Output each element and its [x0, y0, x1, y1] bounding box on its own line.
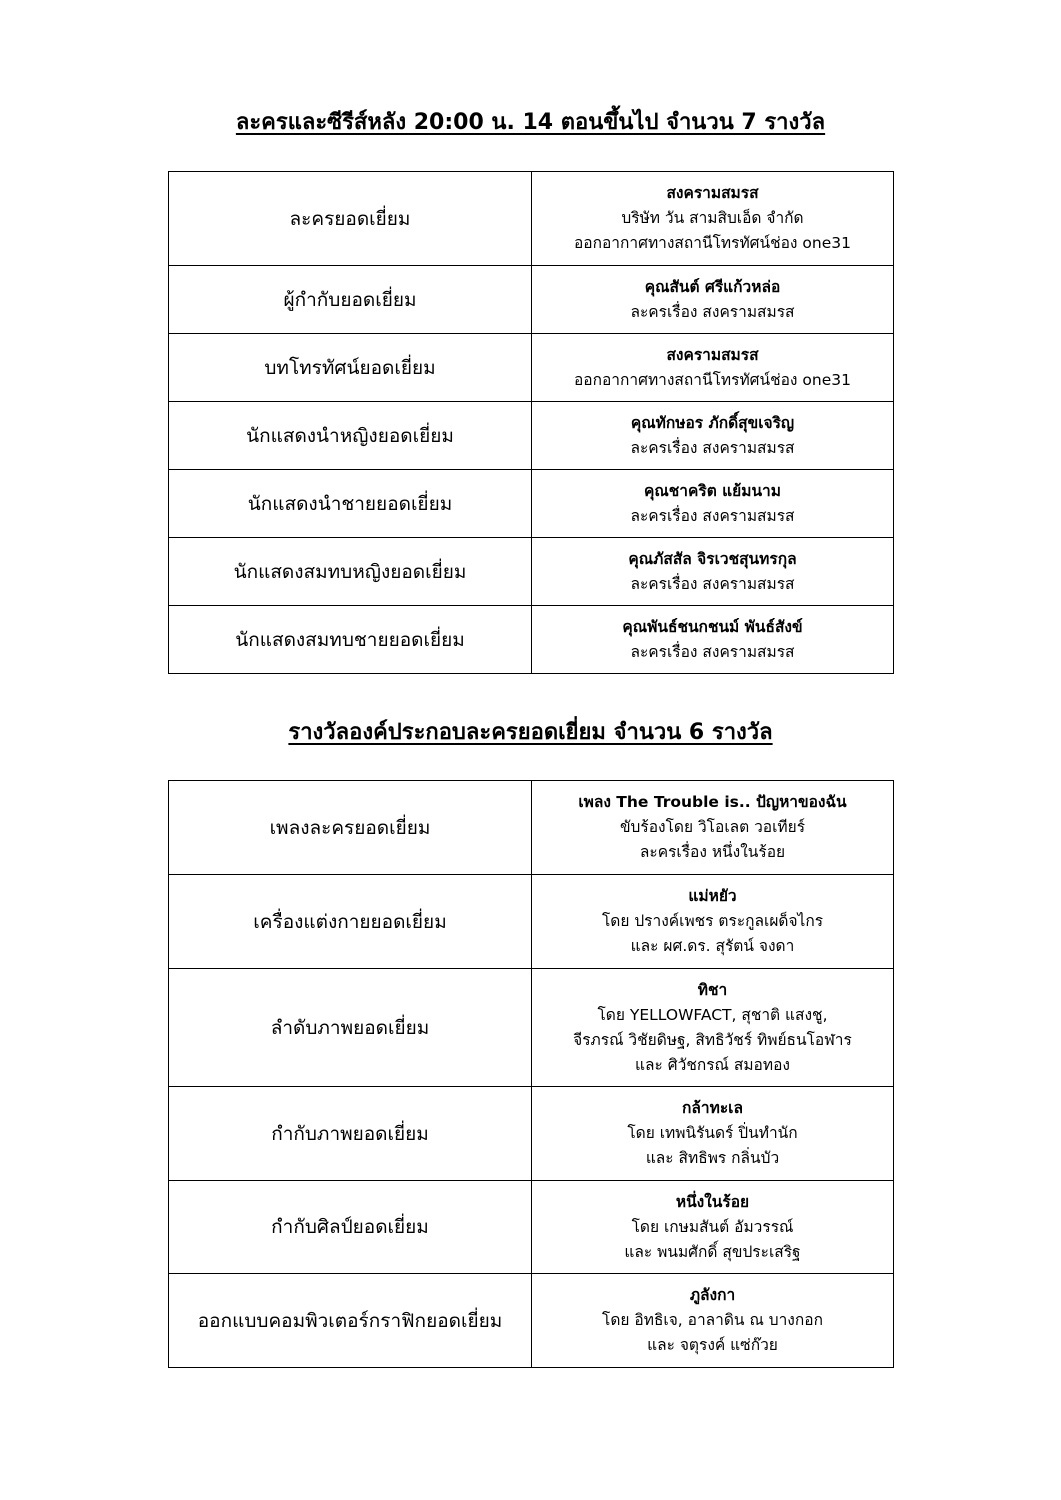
table-row	[169, 781, 894, 875]
table-row	[169, 470, 894, 538]
awards-table-components	[168, 780, 894, 1368]
award-category: นักแสดงนำชายยอดเยี่ยม	[169, 470, 532, 538]
winner-detail: ออกอากาศทางสถานีโทรทัศน์ช่อง one31	[574, 370, 851, 389]
award-category: บทโทรทัศน์ยอดเยี่ยม	[169, 334, 532, 402]
winner-detail: จีรภรณ์ วิชัยดิษฐ, สิทธิวัชร์ ทิพย์ธนโอฬาร	[573, 1030, 852, 1049]
winner-name: คุณสันต์ ศรีแก้วหล่อ	[644, 277, 781, 296]
table-row	[169, 1087, 894, 1181]
award-winner	[532, 1181, 894, 1274]
awards-table-drama	[168, 171, 894, 674]
award-category: นักแสดงสมทบหญิงยอดเยี่ยม	[169, 538, 532, 606]
award-winner	[532, 875, 894, 969]
table-row	[169, 1181, 894, 1274]
award-winner	[532, 266, 894, 334]
award-winner	[532, 781, 894, 875]
award-category: ผู้กำกับยอดเยี่ยม	[169, 266, 532, 334]
winner-detail: โดย เกษมสันต์ อัมวรรณ์	[631, 1217, 794, 1236]
winner-name: คุณชาคริต แย้มนาม	[644, 481, 781, 500]
table-row	[169, 606, 894, 674]
winner-detail: ออกอากาศทางสถานีโทรทัศน์ช่อง one31	[574, 234, 851, 252]
winner-name: เพลง The Trouble is.. ปัญหาของฉัน	[578, 793, 847, 811]
award-winner	[532, 1087, 894, 1181]
winner-name: คุณภัสสัล จิรเวชสุนทรกุล	[628, 549, 797, 568]
table-row	[169, 402, 894, 470]
award-category: เครื่องแต่งกายยอดเยี่ยม	[169, 875, 532, 969]
winner-detail: และ ศิวัชกรณ์ สมอทอง	[635, 1055, 790, 1074]
award-winner	[532, 1274, 894, 1368]
winner-detail: ขับร้องโดย วิโอเลต วอเทียร์	[619, 818, 806, 836]
table-row	[169, 538, 894, 606]
winner-detail: และ ผศ.ดร. สุรัตน์ จงดา	[630, 937, 795, 955]
winner-detail: และ สิทธิพร กลิ่นบัว	[645, 1149, 780, 1167]
winner-detail: และ จตุรงค์ แซ่ก๊วย	[647, 1336, 778, 1354]
award-winner	[532, 172, 894, 266]
winner-name: สงครามสมรส	[666, 345, 759, 364]
award-category: ละครยอดเยี่ยม	[169, 172, 532, 266]
table-row	[169, 1274, 894, 1368]
winner-name: หนึ่งในร้อย	[675, 1192, 750, 1211]
winner-detail: โดย YELLOWFACT, สุชาติ แสงชู,	[597, 1005, 828, 1024]
award-winner	[532, 402, 894, 470]
winner-name: ทิชา	[697, 980, 728, 999]
award-winner	[532, 606, 894, 674]
table-row	[169, 266, 894, 334]
winner-detail: ละครเรื่อง สงครามสมรส	[630, 642, 795, 661]
table-row	[169, 172, 894, 266]
section-title-drama: ละครและซีรีส์หลัง 20:00 น. 14 ตอนขึ้นไป จำนวน 7 รางวัล	[235, 110, 826, 135]
winner-detail: และ พนมศักดิ์ สุขประเสริฐ	[624, 1242, 801, 1261]
award-category: ออกแบบคอมพิวเตอร์กราฟิกยอดเยี่ยม	[169, 1274, 532, 1368]
winner-detail: โดย อิทธิเจ, อาลาดิน ณ บางกอก	[602, 1311, 823, 1329]
award-winner	[532, 969, 894, 1087]
winner-detail: ละครเรื่อง สงครามสมรส	[630, 506, 795, 525]
award-category: เพลงละครยอดเยี่ยม	[169, 781, 532, 875]
winner-detail: ละครเรื่อง สงครามสมรส	[630, 302, 795, 321]
winner-detail: โดย เทพนิรันดร์ ปิ่นทำนัก	[627, 1124, 798, 1142]
award-winner	[532, 538, 894, 606]
section-title-components: รางวัลองค์ประกอบละครยอดเยี่ยม จำนวน 6 รางวัล	[288, 720, 773, 745]
winner-detail: โดย ปรางค์เพชร ตระกูลเผด็จไกร	[601, 912, 824, 930]
winner-name: ภูลังกา	[689, 1286, 736, 1304]
winner-name: กล้าทะเล	[682, 1099, 743, 1117]
winner-detail: ละครเรื่อง หนึ่งในร้อย	[639, 843, 786, 861]
table-row	[169, 875, 894, 969]
winner-detail: ละครเรื่อง สงครามสมรส	[630, 574, 795, 593]
award-winner	[532, 470, 894, 538]
table-row	[169, 334, 894, 402]
award-winner	[532, 334, 894, 402]
award-category: นักแสดงสมทบชายยอดเยี่ยม	[169, 606, 532, 674]
table-row	[169, 969, 894, 1087]
winner-detail: ละครเรื่อง สงครามสมรส	[630, 438, 795, 457]
winner-name: แม่หยัว	[688, 887, 737, 905]
award-category: ลำดับภาพยอดเยี่ยม	[169, 969, 532, 1087]
winner-detail: บริษัท วัน สามสิบเอ็ด จำกัด	[621, 209, 804, 227]
award-category: กำกับศิลป์ยอดเยี่ยม	[169, 1181, 532, 1274]
award-category: กำกับภาพยอดเยี่ยม	[169, 1087, 532, 1181]
award-category: นักแสดงนำหญิงยอดเยี่ยม	[169, 402, 532, 470]
winner-name: สงครามสมรส	[666, 184, 759, 202]
winner-name: คุณทักษอร ภักดิ์สุขเจริญ	[630, 413, 795, 432]
winner-name: คุณพันธ์ชนกชนม์ พันธ์สังข์	[622, 617, 803, 636]
